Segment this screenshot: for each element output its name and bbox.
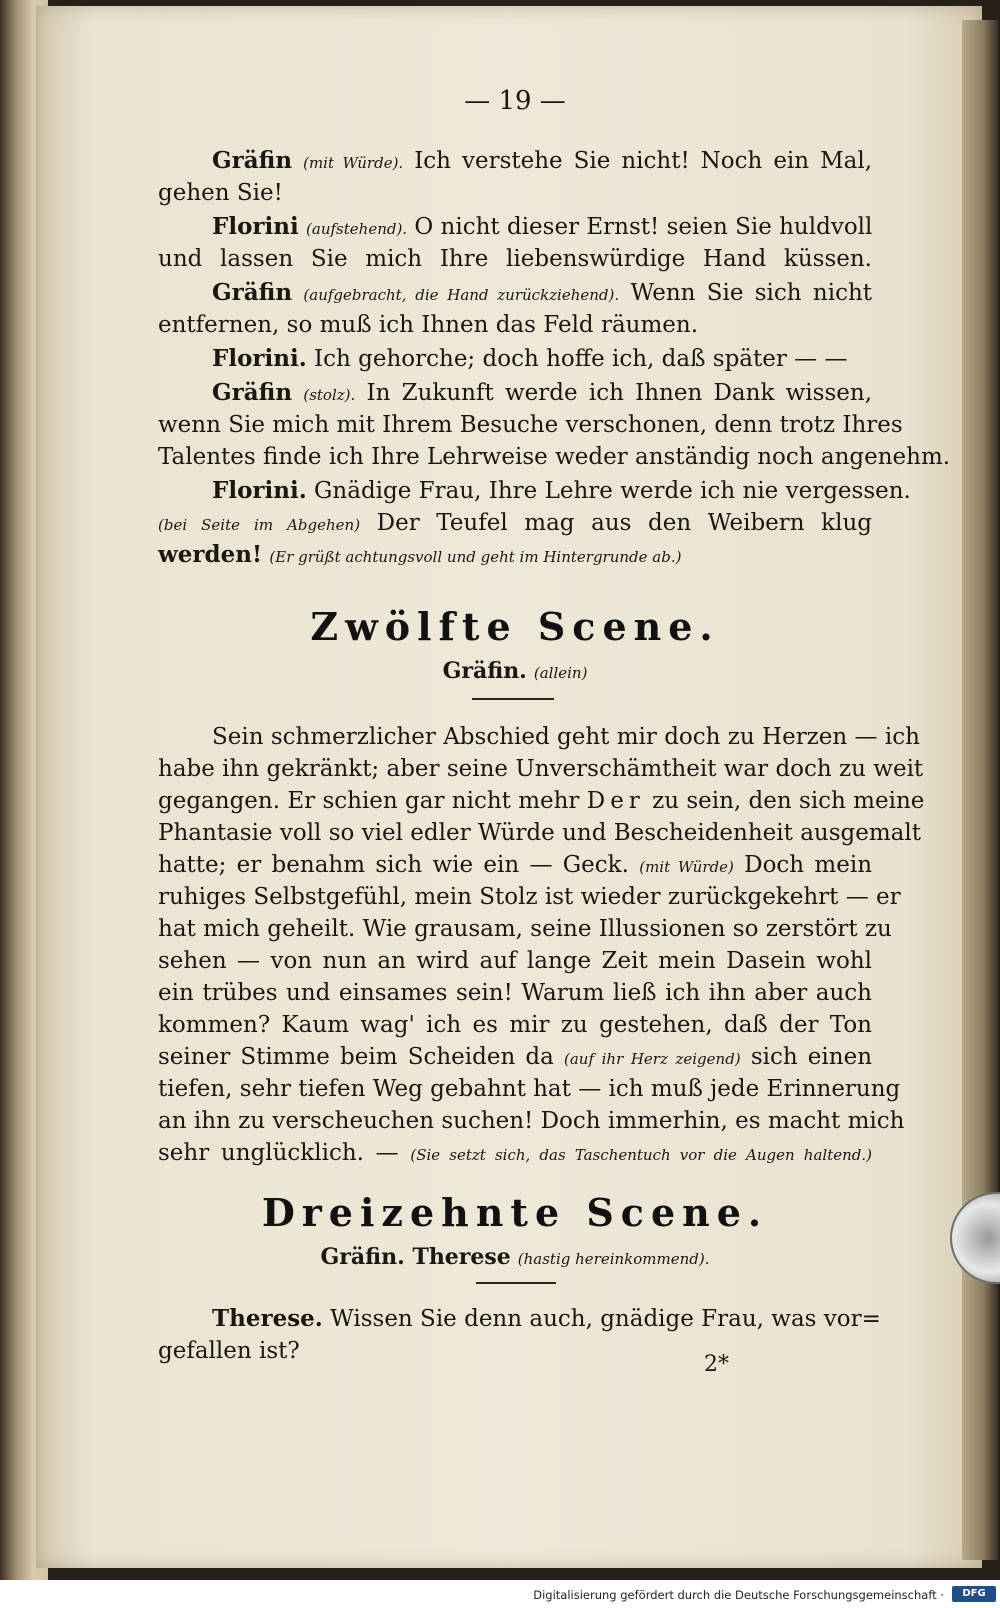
text-line: Therese. Wissen Sie denn auch, gnädige Frau, was vor=: [212, 1305, 881, 1332]
scene-persons: Gräfin. (allein): [442, 658, 588, 684]
text-line: Gräfin (stolz). In Zukunft werde ich Ihnen Dank wissen,: [212, 379, 873, 406]
text-line: sehr unglücklich. — (Sie setzt sich, das Taschentuch vor die Augen haltend.): [158, 1140, 872, 1166]
text-line: kommen? Kaum wag' ich es mir zu gestehen, daß der Ton: [158, 1012, 872, 1038]
text-line: Gräfin (mit Würde). Ich verstehe Sie nicht! Noch ein Mal,: [212, 147, 873, 174]
scene-persons: Gräfin. Therese (hastig hereinkommend).: [320, 1244, 710, 1270]
scene-heading: Zwölfte Scene.: [310, 604, 720, 649]
footer-credit: Digitalisierung gefördert durch die Deutsche Forschungsgemeinschaft ·: [533, 1588, 944, 1602]
text-line: an ihn zu verscheuchen suchen! Doch immerhin, es macht mich: [158, 1108, 905, 1134]
text-line: Florini (aufstehend). O nicht dieser Ernst! seien Sie huldvoll: [212, 213, 873, 240]
text-line: Phantasie voll so viel edler Würde und Bescheidenheit ausgemalt: [158, 820, 921, 846]
text-line: gegangen. Er schien gar nicht mehr Der zu sein, den sich meine: [158, 788, 925, 814]
text-line: entfernen, so muß ich Ihnen das Feld räumen.: [158, 312, 699, 338]
text-line: gehen Sie!: [158, 180, 283, 206]
text-line: Talentes finde ich Ihre Lehrweise weder anständig noch angenehm.: [158, 444, 951, 470]
scene-heading: Dreizehnte Scene.: [261, 1190, 769, 1235]
text-line: seiner Stimme beim Scheiden da (auf ihr Herz zeigend) sich einen: [158, 1044, 873, 1070]
divider: [476, 1282, 556, 1284]
text-line: ruhiges Selbstgefühl, mein Stolz ist wieder zurückgekehrt — er: [158, 884, 901, 910]
page-stack-edge: [962, 20, 998, 1560]
dfg-logo-icon: DFG: [952, 1586, 996, 1602]
signature-mark: 2*: [704, 1352, 729, 1377]
text-line: wenn Sie mich mit Ihrem Besuche verschonen, denn trotz Ihres: [158, 412, 903, 438]
text-line: Florini. Ich gehorche; doch hoffe ich, daß später — —: [212, 345, 848, 372]
text-line: Gräfin (aufgebracht, die Hand zurückziehend). Wenn Sie sich nicht: [212, 279, 873, 306]
text-line: sehen — von nun an wird auf lange Zeit mein Dasein wohl: [158, 948, 872, 974]
text-line: Florini. Gnädige Frau, Ihre Lehre werde ich nie vergessen.: [212, 477, 911, 504]
text-line: und lassen Sie mich Ihre liebenswürdige Hand küssen.: [158, 246, 872, 272]
text-line: tiefen, sehr tiefen Weg gebahnt hat — ich muß jede Erinnerung: [158, 1076, 901, 1102]
text-line: hat mich geheilt. Wie grausam, seine Illussionen so zerstört zu: [158, 916, 892, 942]
text-line: Sein schmerzlicher Abschied geht mir doch zu Herzen — ich: [212, 724, 920, 750]
text-line: habe ihn gekränkt; aber seine Unverschämtheit war doch zu weit: [158, 756, 924, 782]
text-line: ein trübes und einsames sein! Warum ließ ich ihn aber auch: [158, 980, 872, 1006]
text-line: (bei Seite im Abgehen) Der Teufel mag aus den Weibern klug: [158, 510, 873, 536]
text-line: gefallen ist?: [158, 1338, 300, 1364]
text-line: hatte; er benahm sich wie ein — Geck. (mit Würde) Doch mein: [158, 852, 873, 878]
page-number: — 19 —: [464, 86, 566, 116]
divider: [472, 698, 554, 700]
text-line: werden! (Er grüßt achtungsvoll und geht im Hintergrunde ab.): [158, 541, 682, 568]
